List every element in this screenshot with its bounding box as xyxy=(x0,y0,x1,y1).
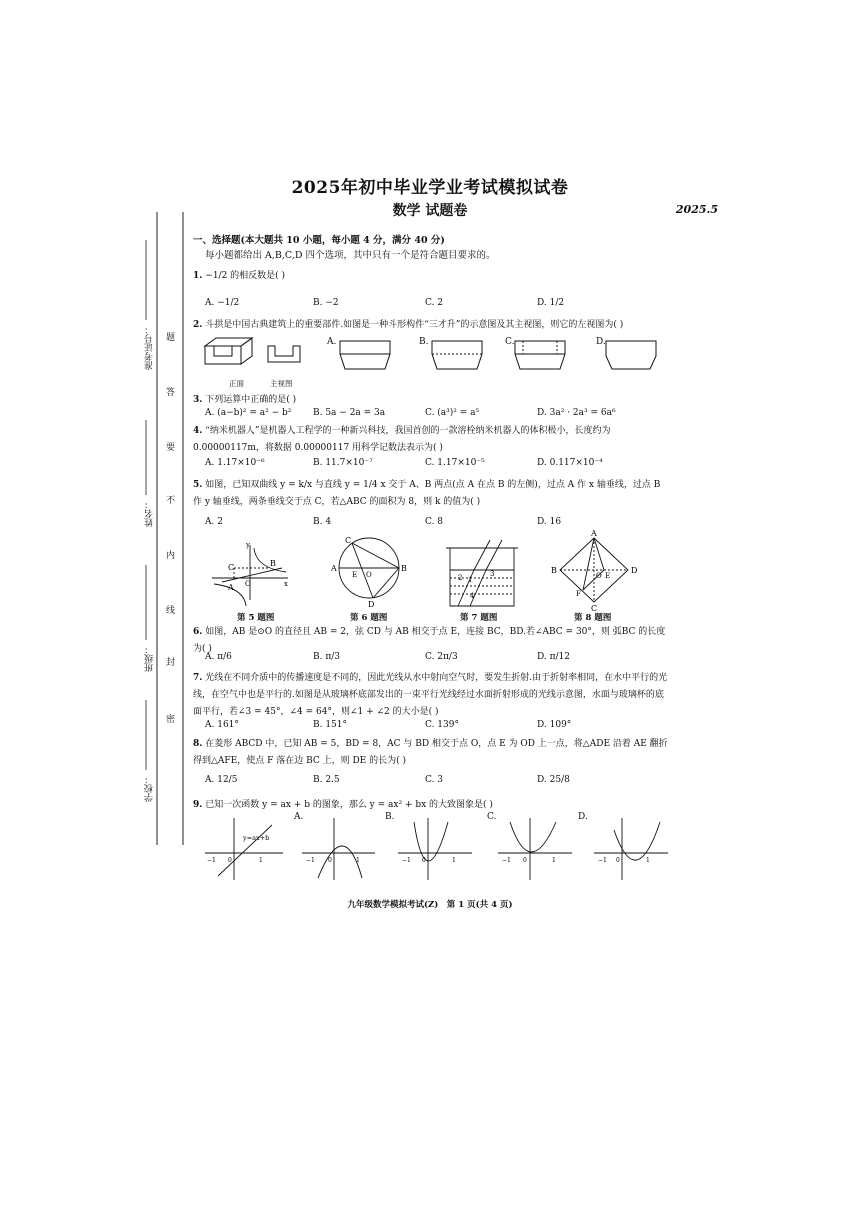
option-a[interactable]: A. (a−b)² = a² − b² xyxy=(205,408,292,418)
fig5-label-y: y xyxy=(246,541,250,549)
name-label: 姓名： xyxy=(145,500,155,527)
axis-tick: 0 xyxy=(328,857,332,864)
option-c[interactable]: C. 3 xyxy=(425,775,444,785)
option-b[interactable]: B. −2 xyxy=(313,298,339,308)
q9-option-a-graph xyxy=(302,818,375,880)
school-label: 学校： xyxy=(145,775,155,802)
figure-8-caption: 第 8 题图 xyxy=(574,613,612,623)
question-number: 8. xyxy=(193,739,203,749)
exam-date: 2025.5 xyxy=(675,203,718,216)
option-d[interactable]: D. xyxy=(596,337,606,347)
axis-tick: −1 xyxy=(306,857,315,864)
seal-char: 线 xyxy=(166,606,176,616)
q9-option-d-graph xyxy=(594,818,668,880)
option-c[interactable]: C. 139° xyxy=(425,720,459,730)
fig6-label-o: O xyxy=(366,571,372,579)
section-instruction: 每小题都给出 A,B,C,D 四个选项，其中只有一个是符合题目要求的。 xyxy=(205,250,496,261)
fig7-angle-3: 3 xyxy=(490,570,495,578)
question-text: “纳米机器人”是机器人工程学的一种新兴科技，我国首创的一款溶栓纳米机器人的体积极小，长度约为 0.00000117m，将数据 0.00000117 用科学记数法表示为( ) xyxy=(193,426,611,453)
seal-char: 要 xyxy=(166,443,176,453)
fig6-label-b: B xyxy=(401,564,407,573)
question-text: 已知一次函数 y = ax + b 的图象，那么 y = ax² + bx 的大致图象是( ) xyxy=(205,800,493,810)
seal-char: 密 xyxy=(166,715,176,725)
axis-tick: 1 xyxy=(259,857,263,864)
axis-tick: 1 xyxy=(452,857,456,864)
exam-title: 2025年初中毕业学业考试模拟试卷 xyxy=(291,178,569,198)
question-number: 9. xyxy=(193,800,203,810)
question-text: 如图，已知双曲线 y = k/x 与直线 y = 1/4 x 交于 A、B 两点(点 A 在点 B 的左侧)，过点 A 作 x 轴垂线，过点 B 作 y 轴垂线，两条垂线交于点 C，若△ABC 的面积为 8，则 k 的值为( ) xyxy=(193,480,661,507)
axis-tick: 0 xyxy=(523,857,527,864)
axis-tick: 1 xyxy=(646,857,650,864)
question-number: 2. xyxy=(193,320,203,330)
seal-char: 答 xyxy=(166,388,176,398)
option-a[interactable]: A. 161° xyxy=(205,720,239,730)
axis-tick: −1 xyxy=(207,857,216,864)
option-b[interactable]: B. 4 xyxy=(313,517,332,527)
exam-subtitle: 数学 试题卷 xyxy=(392,203,468,219)
axis-tick: 1 xyxy=(552,857,556,864)
option-d[interactable]: D. 1/2 xyxy=(537,298,565,308)
question-text: 如图，AB 是⊙O 的直径且 AB = 2，弦 CD 与 AB 相交于点 E，连接 BC，BD.若∠ABC = 30°，则 弧BC 的长度为( ) xyxy=(193,627,666,654)
fig8-label-f: F xyxy=(576,590,581,598)
option-d[interactable]: D. xyxy=(578,812,588,822)
option-c[interactable]: C. xyxy=(487,812,497,822)
option-a[interactable]: A. xyxy=(327,337,337,347)
fig5-label-x: x xyxy=(284,580,288,588)
fig5-label-o: O xyxy=(245,580,251,588)
fig6-label-a: A xyxy=(331,564,337,573)
question-number: 3. xyxy=(193,395,203,405)
option-d[interactable]: D. 16 xyxy=(537,517,562,527)
option-d[interactable]: D. 3a² · 2a³ = 6a⁶ xyxy=(537,408,616,418)
option-b[interactable]: B. 2.5 xyxy=(313,775,340,785)
option-b[interactable]: B. 151° xyxy=(313,720,348,730)
fig8-label-o: O xyxy=(596,572,602,580)
axis-tick: 1 xyxy=(356,857,360,864)
axis-tick: −1 xyxy=(598,857,607,864)
option-a[interactable]: A. −1/2 xyxy=(205,298,240,308)
fig5-label-c: C xyxy=(228,563,235,572)
page-footer: 九年级数学模拟考试(Z) 第 1 页(共 4 页) xyxy=(347,900,513,910)
q9-line-label: y=ax+b xyxy=(243,834,270,842)
question-text: 下列运算中正确的是( ) xyxy=(205,395,297,405)
seal-char: 题 xyxy=(166,333,176,343)
figure-6-caption: 第 6 题图 xyxy=(350,613,388,623)
option-d[interactable]: D. π/12 xyxy=(537,652,571,662)
fig7-angle-1: 1 xyxy=(468,576,473,584)
option-b[interactable]: B. 5a − 2a = 3a xyxy=(313,408,386,418)
exam-number-label: 准考证号： xyxy=(145,325,155,370)
option-d[interactable]: D. 25/8 xyxy=(537,775,570,785)
option-a[interactable]: A. π/6 xyxy=(205,652,232,662)
fig6-label-c: C xyxy=(345,536,352,545)
q9-option-b-graph xyxy=(398,818,472,880)
option-c[interactable]: C. 1.17×10⁻⁵ xyxy=(425,458,485,468)
question-number: 1. xyxy=(193,271,203,281)
question-text: 斗拱是中国古典建筑上的重要部件.如图是一种斗形构件“三才升”的示意图及其主视图，则它的左视图为( ) xyxy=(205,320,624,330)
fig5-label-b: B xyxy=(270,559,276,568)
figure-7-caption: 第 7 题图 xyxy=(460,613,498,623)
option-b[interactable]: B. 11.7×10⁻⁷ xyxy=(313,458,373,468)
q9-option-c-graph xyxy=(498,818,572,880)
fig8-label-c: C xyxy=(591,604,598,613)
fig6-label-e: E xyxy=(352,571,358,579)
option-b[interactable]: B. xyxy=(419,337,429,347)
class-label: 班级： xyxy=(145,645,155,672)
option-c[interactable]: C. 2 xyxy=(425,298,444,308)
axis-tick: −1 xyxy=(502,857,511,864)
fig6-label-d: D xyxy=(368,600,375,609)
fig8-label-b: B xyxy=(551,566,557,575)
fig5-label-a: A xyxy=(228,583,234,592)
front-label: 正面 xyxy=(229,379,244,388)
fig7-angle-4: 4 xyxy=(470,592,475,600)
fig8-label-a: A xyxy=(591,529,597,538)
question-number: 6. xyxy=(193,627,203,637)
option-c[interactable]: C. 2π/3 xyxy=(425,652,458,662)
option-b[interactable]: B. xyxy=(385,812,395,822)
question-number: 7. xyxy=(193,673,203,683)
q9-given-line-graph xyxy=(205,818,283,880)
fig7-angle-2: 2 xyxy=(458,574,463,582)
axis-tick: 0 xyxy=(616,857,620,864)
option-a[interactable]: A. 12/5 xyxy=(205,775,238,785)
seal-char: 内 xyxy=(166,551,176,561)
seal-char: 封 xyxy=(166,658,176,668)
option-c[interactable]: C. xyxy=(505,337,515,347)
option-c[interactable]: C. (a³)² = a⁵ xyxy=(425,408,480,418)
option-b[interactable]: B. π/3 xyxy=(313,652,341,662)
main-view-label: 主视图 xyxy=(270,379,293,388)
option-d[interactable]: D. 0.117×10⁻⁴ xyxy=(537,458,603,468)
question-text: 在菱形 ABCD 中，已知 AB = 5，BD = 8，AC 与 BD 相交于点 O，点 E 为 OD 上一点，将△ADE 沿着 AE 翻折得到△AFE，使点 F 落在边 BC 上，则 DE 的长为( ) xyxy=(193,739,668,766)
seal-char: 不 xyxy=(166,496,176,506)
question-text: −1/2 的相反数是( ) xyxy=(205,271,286,281)
question-text: 光线在不同介质中的传播速度是不同的，因此光线从水中射向空气时，要发生折射.由于折射率相同，在水中平行的光线，在空气中也是平行的.如图是从玻璃杯底部发出的一束平行光线经过水面折射形成的光线示意图，水面与玻璃杯的底面平行，若∠3 = 45°，∠4 = 64°，则∠1 + ∠2 的大小是( ) xyxy=(193,673,668,717)
fig8-label-e: E xyxy=(605,572,611,580)
section-heading: 一、选择题(本大题共 10 小题，每小题 4 分，满分 40 分) xyxy=(193,235,445,246)
axis-tick: −1 xyxy=(402,857,411,864)
fig8-label-d: D xyxy=(631,566,638,575)
option-c[interactable]: C. 8 xyxy=(425,517,444,527)
option-a[interactable]: A. xyxy=(294,812,304,822)
figure-5-caption: 第 5 题图 xyxy=(237,613,275,623)
option-a[interactable]: A. 2 xyxy=(205,517,223,527)
question-number: 4. xyxy=(193,426,203,436)
question-number: 5. xyxy=(193,480,203,490)
axis-tick: 0 xyxy=(422,857,426,864)
option-d[interactable]: D. 109° xyxy=(537,720,572,730)
axis-tick: 0 xyxy=(228,857,232,864)
option-a[interactable]: A. 1.17×10⁻⁶ xyxy=(205,458,265,468)
